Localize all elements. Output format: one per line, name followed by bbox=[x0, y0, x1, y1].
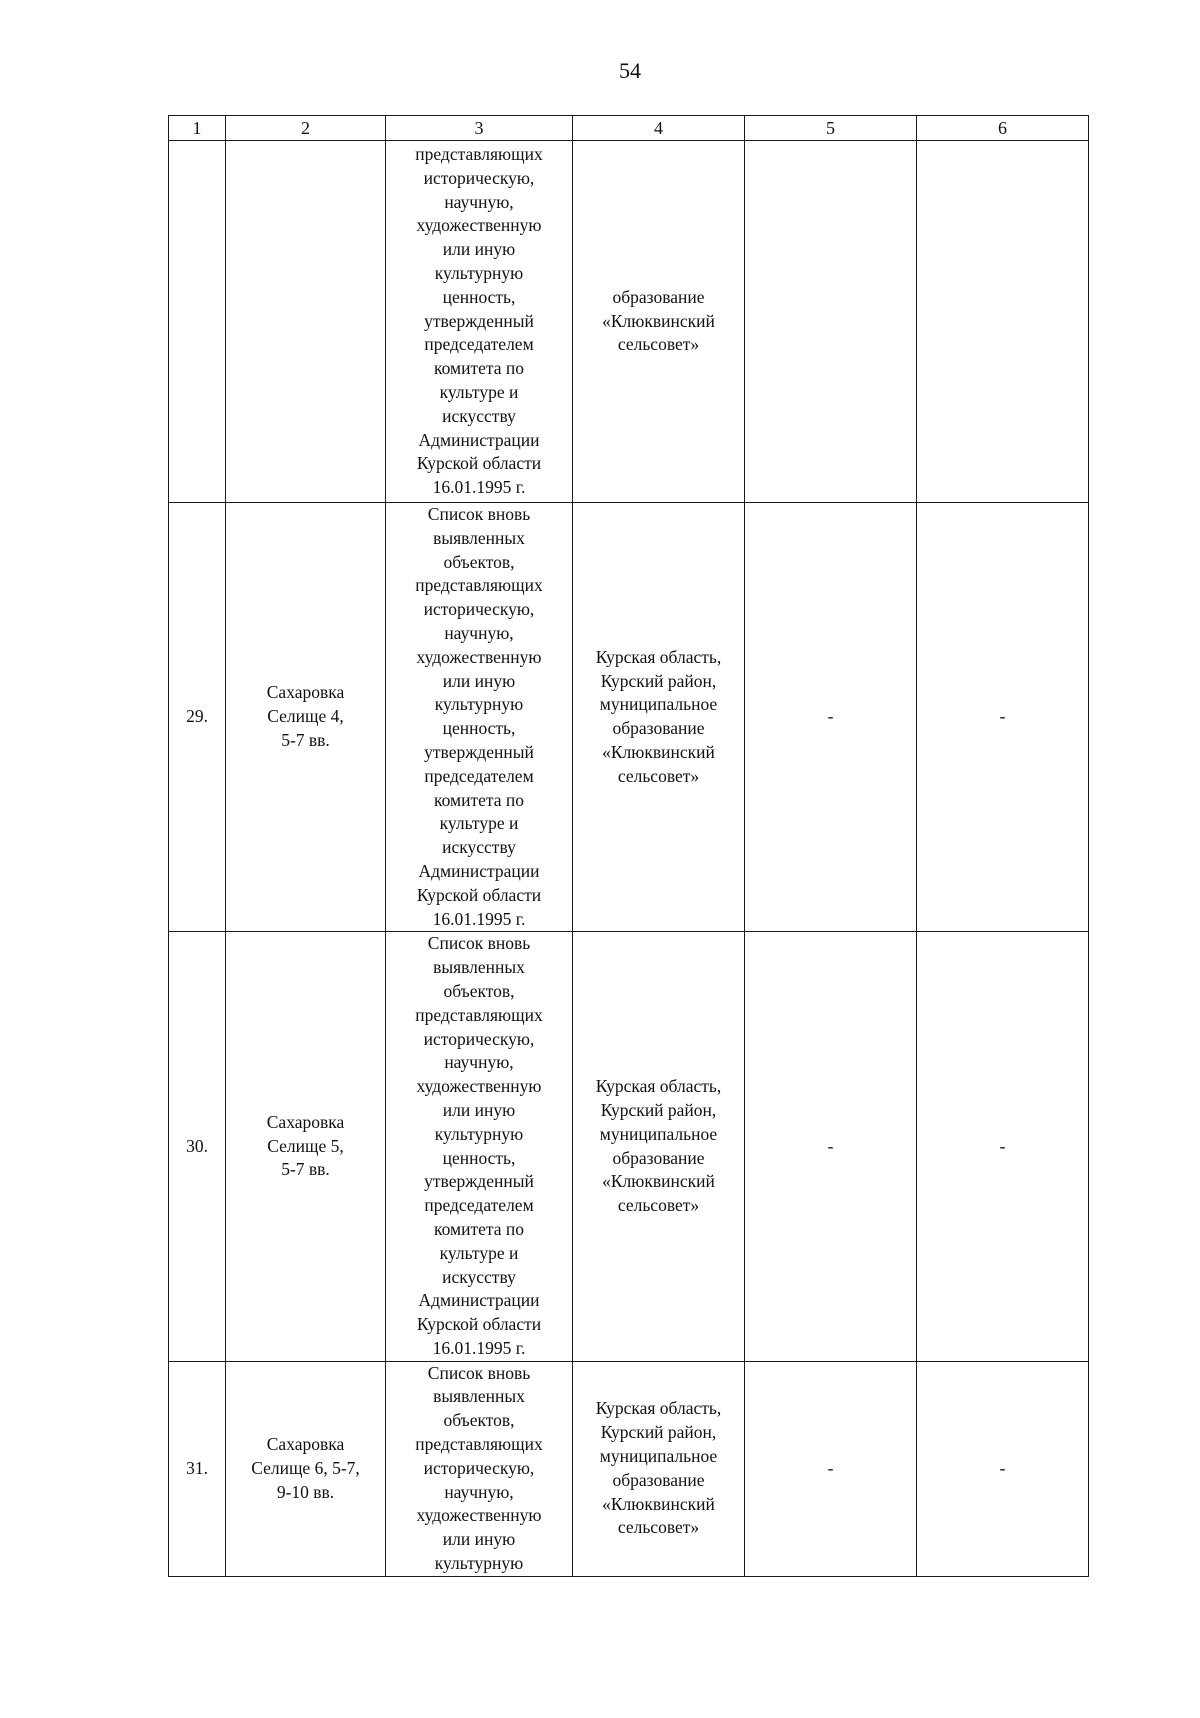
document-cell: Список вновь выявленных объектов, представляющих историческую, научную, художественную или иную культурную bbox=[386, 1361, 573, 1576]
site-name-cell: Сахаровка Селище 6, 5-7, 9-10 вв. bbox=[226, 1361, 386, 1576]
document-cell: представляющих историческую, научную, художественную или иную культурную ценность, утвержденный председателем комитета по культуре и искусству Администрации Курской области 16.01.1995 г. bbox=[386, 141, 573, 503]
col6-cell: - bbox=[917, 503, 1089, 932]
col5-cell: - bbox=[745, 932, 917, 1361]
header-cell: 3 bbox=[386, 116, 573, 141]
header-cell: 5 bbox=[745, 116, 917, 141]
monuments-table bbox=[168, 115, 1089, 1577]
header-cell: 2 bbox=[226, 116, 386, 141]
col6-cell: - bbox=[917, 932, 1089, 1361]
row-number-cell: 30. bbox=[169, 932, 226, 1361]
table-header-row bbox=[169, 116, 1089, 141]
location-cell: Курская область, Курский район, муниципальное образование «Клюквинский сельсовет» bbox=[573, 1361, 745, 1576]
row-number-cell: 31. bbox=[169, 1361, 226, 1576]
table-row bbox=[169, 503, 1089, 932]
document-cell: Список вновь выявленных объектов, представляющих историческую, научную, художественную или иную культурную ценность, утвержденный председателем комитета по культуре и искусству Администрации Курской области 16.01.1995 г. bbox=[386, 503, 573, 932]
col5-cell: - bbox=[745, 503, 917, 932]
table-row bbox=[169, 932, 1089, 1361]
site-name-cell: Сахаровка Селище 5, 5-7 вв. bbox=[226, 932, 386, 1361]
location-cell: Курская область, Курский район, муниципальное образование «Клюквинский сельсовет» bbox=[573, 932, 745, 1361]
location-cell: Курская область, Курский район, муниципальное образование «Клюквинский сельсовет» bbox=[573, 503, 745, 932]
col5-cell: - bbox=[745, 1361, 917, 1576]
row-number-cell bbox=[169, 141, 226, 503]
table-row bbox=[169, 1361, 1089, 1576]
site-name-cell bbox=[226, 141, 386, 503]
header-cell: 6 bbox=[917, 116, 1089, 141]
col5-cell bbox=[745, 141, 917, 503]
row-number-cell: 29. bbox=[169, 503, 226, 932]
table-row bbox=[169, 141, 1089, 503]
location-cell: образование «Клюквинский сельсовет» bbox=[573, 141, 745, 503]
header-cell: 4 bbox=[573, 116, 745, 141]
site-name-cell: Сахаровка Селище 4, 5-7 вв. bbox=[226, 503, 386, 932]
page-number: 54 bbox=[619, 58, 641, 83]
col6-cell bbox=[917, 141, 1089, 503]
col6-cell: - bbox=[917, 1361, 1089, 1576]
header-cell: 1 bbox=[169, 116, 226, 141]
document-cell: Список вновь выявленных объектов, представляющих историческую, научную, художественную или иную культурную ценность, утвержденный председателем комитета по культуре и искусству Администрации Курской области 16.01.1995 г. bbox=[386, 932, 573, 1361]
